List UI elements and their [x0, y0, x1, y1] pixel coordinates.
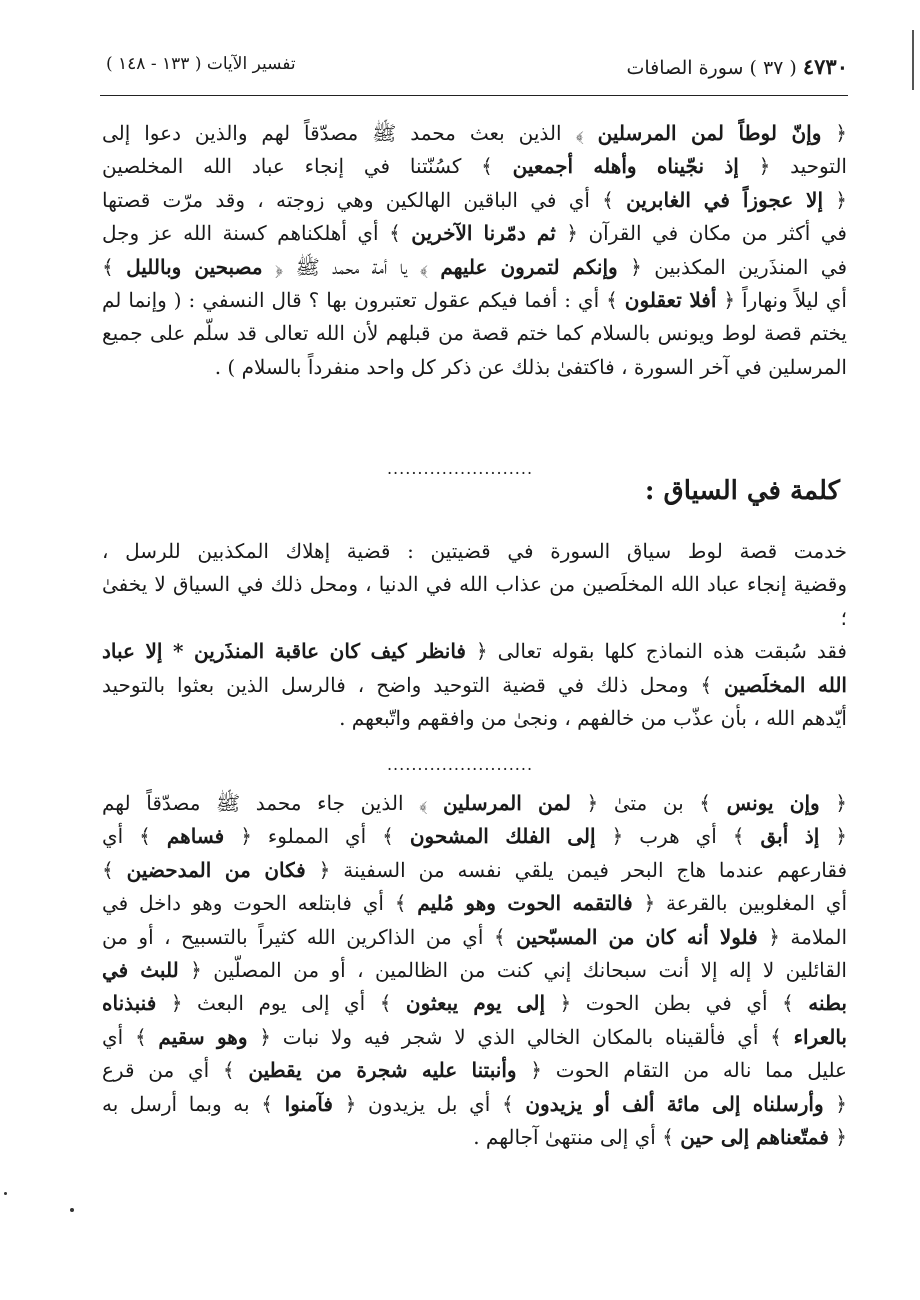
section-heading: كلمة في السياق : — [644, 476, 840, 506]
page-edge-mark — [912, 30, 914, 90]
separator-dots-2: ........................ — [386, 755, 534, 774]
text-line: فقارعهم عندما هاج البحر فيمن يلقي نفسه من السفينة ﴿ فكان من المدحضين ﴾ — [102, 857, 848, 882]
text-line: في أكثر من مكان في القرآن ﴿ ثم دمّرنا الآخرين ﴾ أي أهلكناهم كسنة الله عز وجل — [102, 221, 847, 246]
tafsir-paragraph-lut — [102, 117, 847, 384]
text-line: أي ليلاً ونهاراً ﴿ أفلا تعقلون ﴾ أي : أفما فيكم عقول تعتبرون بها ؟ قال النسفي : ( وإنما لم — [102, 288, 847, 313]
text-line: عليل مما ناله من التقام الحوت ﴿ وأنبتنا عليه شجرة من يقطين ﴾ أي من قرع — [102, 1058, 847, 1083]
page-number: ٤٧٣٠ — [802, 54, 848, 79]
context-paragraph — [102, 535, 847, 735]
text-line: خدمت قصة لوط سياق السورة في قضيتين : قضية إهلاك المكذبين للرسل ، — [102, 539, 847, 563]
separator-dots: ........................ — [386, 459, 534, 478]
text-line: ﴿ وإن يونس ﴾ بن متىٰ ﴿ لمن المرسلين ﴾ الذين جاء محمد ﷺ مصدّقاً لهم — [102, 791, 848, 815]
text-line: ﴿ وإنّ لوطاً لمن المرسلين ﴾ الذين بعث محمد ﷺ مصدّقاً لهم والذين دعوا إلى — [102, 121, 848, 145]
text-line: في المنذَرين المكذبين ﴿ وإنكم لتمرون عليهم ﴾ يا أمة محمد ﷺ ﴿ مصبحين وبالليل ﴾ — [102, 254, 848, 279]
text-line: ﴿ إذ أبق ﴾ أي هرب ﴿ إلى الفلك المشحون ﴾ أي المملوء ﴿ فساهم ﴾ أي — [102, 824, 847, 849]
text-line: وقضية إنجاء عباد الله المخلَصين من عذاب الله في الدنيا ، ومحل ذلك في السياق لا يخفىٰ ؛ — [102, 572, 847, 630]
header-rule — [100, 95, 848, 96]
text-line: بطنه ﴾ أي في بطن الحوت ﴿ إلى يوم يبعثون ﴾ أي إلى يوم البعث ﴿ فنبذناه — [102, 991, 847, 1016]
text-line: ﴿ فمتّعناهم إلى حين ﴾ أي إلى منتهىٰ آجالهم . — [473, 1125, 847, 1150]
text-line: ﴿ وأرسلناه إلى مائة ألف أو يزيدون ﴾ أي بل يزيدون ﴿ فآمنوا ﴾ به وبما أرسل به — [102, 1091, 847, 1116]
surah-label: ( ٣٧ ) سورة الصافات — [626, 57, 797, 79]
text-line: أي المغلوبين بالقرعة ﴿ فالتقمه الحوت وهو مُليم ﴾ أي فابتلعه الحوت وهو داخل في — [102, 891, 848, 916]
text-line: فقد سُبقت هذه النماذج كلها بقوله تعالى ﴿ فانظر كيف كان عاقبة المنذَرين * إلا عباد — [102, 639, 847, 664]
margin-dot-2 — [4, 1192, 7, 1195]
text-line: التوحيد ﴿ إذ نجّيناه وأهله أجمعين ﴾ كسُنّتنا في إنجاء عباد الله المخلصين — [102, 154, 847, 179]
text-line: المرسلين في آخر السورة ، فاكتفىٰ بذلك عن ذكر كل واحد منفرداً بالسلام ) . — [214, 354, 847, 379]
text-line: الملامة ﴿ فلولا أنه كان من المسبّحين ﴾ أي من الذاكرين الله كثيراً بالتسبيح ، أو من — [102, 924, 847, 949]
text-line: الله المخلَصين ﴾ ومحل ذلك في قضية التوحيد واضح ، فالرسل الذين بعثوا بالتوحيد — [102, 672, 847, 697]
text-line: أيّدهم الله ، بأن عذّب من خالفهم ، ونجىٰ من وافقهم واتّبعهم . — [339, 706, 847, 731]
text-line: القائلين لا إله إلا أنت سبحانك إني كنت من الظالمين ، أو من المصلّين ﴿ للبث في — [102, 958, 847, 983]
margin-dot — [70, 1208, 74, 1212]
running-header — [100, 48, 848, 88]
text-line: بالعراء ﴾ أي فألقيناه بالمكان الخالي الذي لا شجر فيه ولا نبات ﴿ وهو سقيم ﴾ أي — [102, 1024, 847, 1049]
section-label: تفسير الآيات ( ١٣٣ - ١٤٨ ) — [106, 54, 296, 74]
text-line: يختم قصة لوط ويونس بالسلام كما ختم قصة من قبلهم لأن الله تعالى قد سلّم على جميع — [102, 321, 847, 346]
header-right — [626, 54, 848, 79]
text-line: ﴿ إلا عجوزاً في الغابرين ﴾ أي في الباقين الهالكين وهي زوجته ، وقد مرّت قصتها — [102, 187, 847, 212]
tafsir-paragraph-yunus — [102, 787, 847, 1154]
